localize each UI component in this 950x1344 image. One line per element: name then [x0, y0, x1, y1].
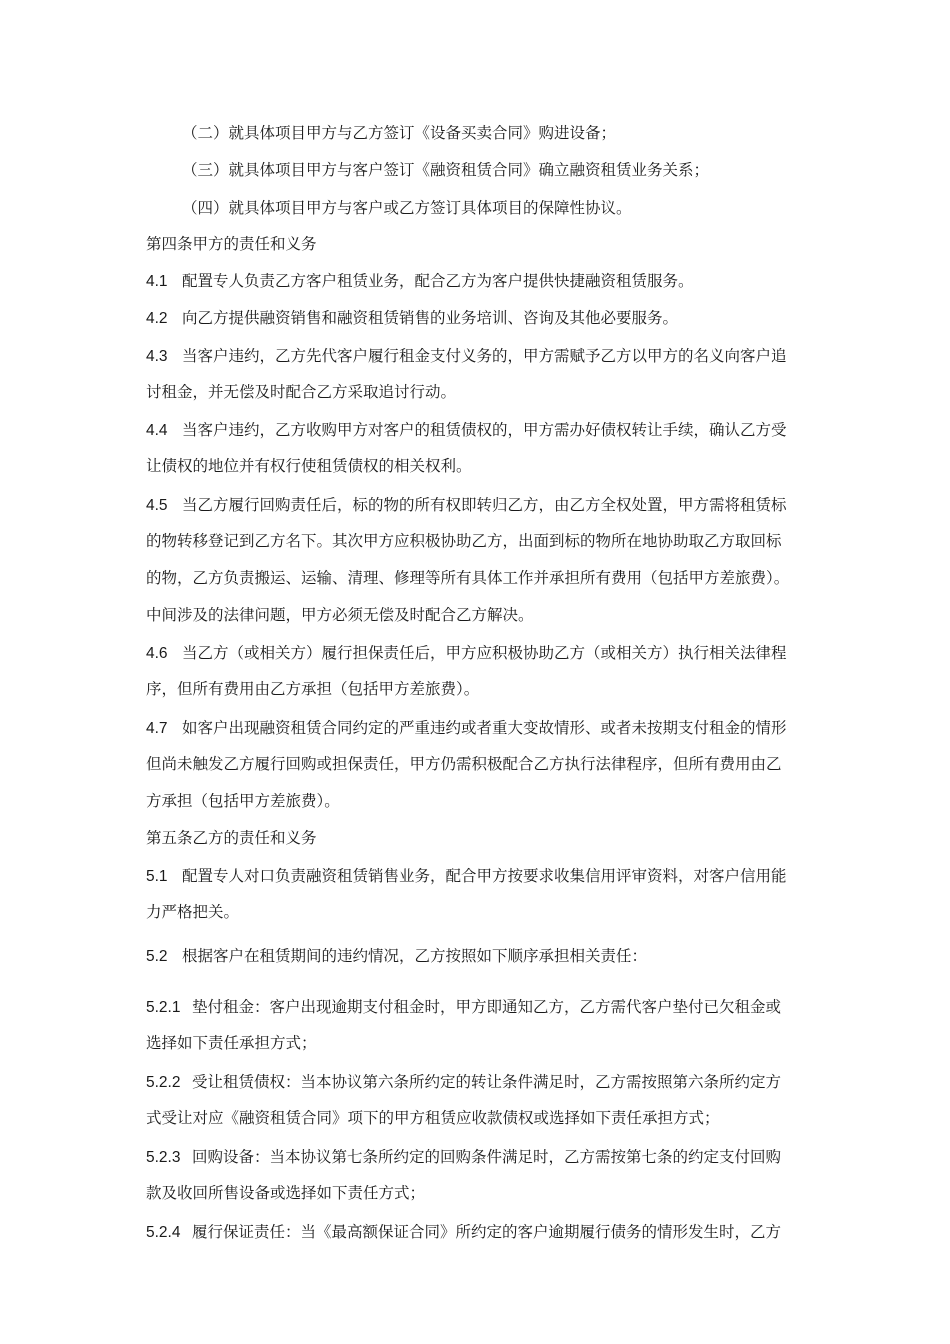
clause-text: 受让租赁债权：当本协议第六条所约定的转让条件满足时，乙方需按照第六条所约定方 — [192, 1073, 782, 1091]
clause-number: 4.2 — [146, 310, 168, 327]
intro-item-2: （二）就具体项目甲方与乙方签订《设备买卖合同》购进设备； — [182, 124, 617, 142]
clause-text: 配置专人对口负责融资租赁销售业务，配合甲方按要求收集信用评审资料，对客户信用能 — [182, 867, 787, 885]
clause-number: 4.6 — [146, 645, 168, 662]
clause-4-5 — [146, 494, 858, 516]
clause-5-2 — [146, 945, 858, 967]
clause-number: 5.2.1 — [146, 999, 181, 1016]
clause-4-5-cont-3: 中间涉及的法律问题，甲方必须无偿及时配合乙方解决。 — [146, 606, 534, 624]
clause-4-4-cont: 让债权的地位并有权行使租赁债权的相关权利。 — [146, 457, 472, 475]
article-4-heading: 第四条甲方的责任和义务 — [146, 235, 317, 253]
clause-5-1 — [146, 865, 858, 887]
clause-number: 5.2 — [146, 948, 168, 965]
clause-5-2-2-cont: 式受让对应《融资租赁合同》项下的甲方租赁应收款债权或选择如下责任承担方式； — [146, 1109, 720, 1127]
clause-4-3-cont: 讨租金，并无偿及时配合乙方采取追讨行动。 — [146, 383, 457, 401]
clause-5-2-3-cont: 款及收回所售设备或选择如下责任方式； — [146, 1184, 426, 1202]
clause-number: 4.5 — [146, 497, 168, 514]
clause-text: 当客户违约，乙方先代客户履行租金支付义务的，甲方需赋予乙方以甲方的名义向客户追 — [182, 347, 787, 365]
clause-5-2-4 — [146, 1221, 858, 1243]
clause-4-3 — [146, 345, 858, 367]
clause-text: 向乙方提供融资销售和融资租赁销售的业务培训、咨询及其他必要服务。 — [182, 309, 679, 327]
clause-5-1-cont: 力严格把关。 — [146, 903, 240, 921]
clause-text: 配置专人负责乙方客户租赁业务，配合乙方为客户提供快捷融资租赁服务。 — [182, 272, 694, 290]
clause-5-2-3 — [146, 1146, 858, 1168]
clause-number: 4.4 — [146, 422, 168, 439]
clause-5-2-1 — [146, 996, 858, 1018]
clause-text: 当客户违约，乙方收购甲方对客户的租赁债权的，甲方需办好债权转让手续，确认乙方受 — [182, 421, 787, 439]
clause-4-2 — [146, 307, 858, 329]
clause-number: 5.2.3 — [146, 1149, 181, 1166]
clause-number: 4.7 — [146, 720, 168, 737]
article-5-heading: 第五条乙方的责任和义务 — [146, 829, 317, 847]
clause-5-2-2 — [146, 1071, 858, 1093]
clause-4-7 — [146, 717, 858, 739]
intro-item-3: （三）就具体项目甲方与客户签订《融资租赁合同》确立融资租赁业务关系； — [182, 161, 710, 179]
clause-number: 5.2.4 — [146, 1224, 181, 1241]
clause-text: 垫付租金：客户出现逾期支付租金时，甲方即通知乙方，乙方需代客户垫付已欠租金或 — [192, 998, 782, 1016]
clause-text: 回购设备：当本协议第七条所约定的回购条件满足时，乙方需按第七条的约定支付回购 — [192, 1148, 782, 1166]
clause-4-6-cont: 序，但所有费用由乙方承担（包括甲方差旅费）。 — [146, 680, 480, 698]
clause-number: 4.1 — [146, 273, 168, 290]
clause-text: 当乙方履行回购责任后，标的物的所有权即转归乙方，由乙方全权处置，甲方需将租赁标 — [182, 496, 787, 514]
clause-4-1 — [146, 270, 858, 292]
clause-number: 5.1 — [146, 868, 168, 885]
clause-4-5-cont-2: 的物，乙方负责搬运、运输、清理、修理等所有具体工作并承担所有费用（包括甲方差旅费）。 — [146, 569, 790, 587]
clause-4-4 — [146, 419, 858, 441]
clause-4-7-cont-2: 方承担（包括甲方差旅费）。 — [146, 792, 340, 810]
clause-5-2-1-cont: 选择如下责任承担方式； — [146, 1034, 317, 1052]
clause-4-7-cont-1: 但尚未触发乙方履行回购或担保责任，甲方仍需积极配合乙方执行法律程序，但所有费用由乙 — [146, 755, 782, 773]
clause-text: 履行保证责任：当《最高额保证合同》所约定的客户逾期履行债务的情形发生时，乙方 — [192, 1223, 782, 1241]
clause-number: 5.2.2 — [146, 1074, 181, 1091]
intro-item-4: （四）就具体项目甲方与客户或乙方签订具体项目的保障性协议。 — [182, 199, 632, 217]
clause-4-5-cont-1: 的物转移登记到乙方名下。其次甲方应积极协助乙方，出面到标的物所在地协助取乙方取回标 — [146, 532, 782, 550]
clause-text: 当乙方（或相关方）履行担保责任后，甲方应积极协助乙方（或相关方）执行相关法律程 — [182, 644, 787, 662]
clause-text: 根据客户在租赁期间的违约情况，乙方按照如下顺序承担相关责任： — [182, 947, 648, 965]
clause-text: 如客户出现融资租赁合同约定的严重违约或者重大变故情形、或者未按期支付租金的情形 — [182, 719, 787, 737]
clause-4-6 — [146, 642, 858, 664]
clause-number: 4.3 — [146, 348, 168, 365]
